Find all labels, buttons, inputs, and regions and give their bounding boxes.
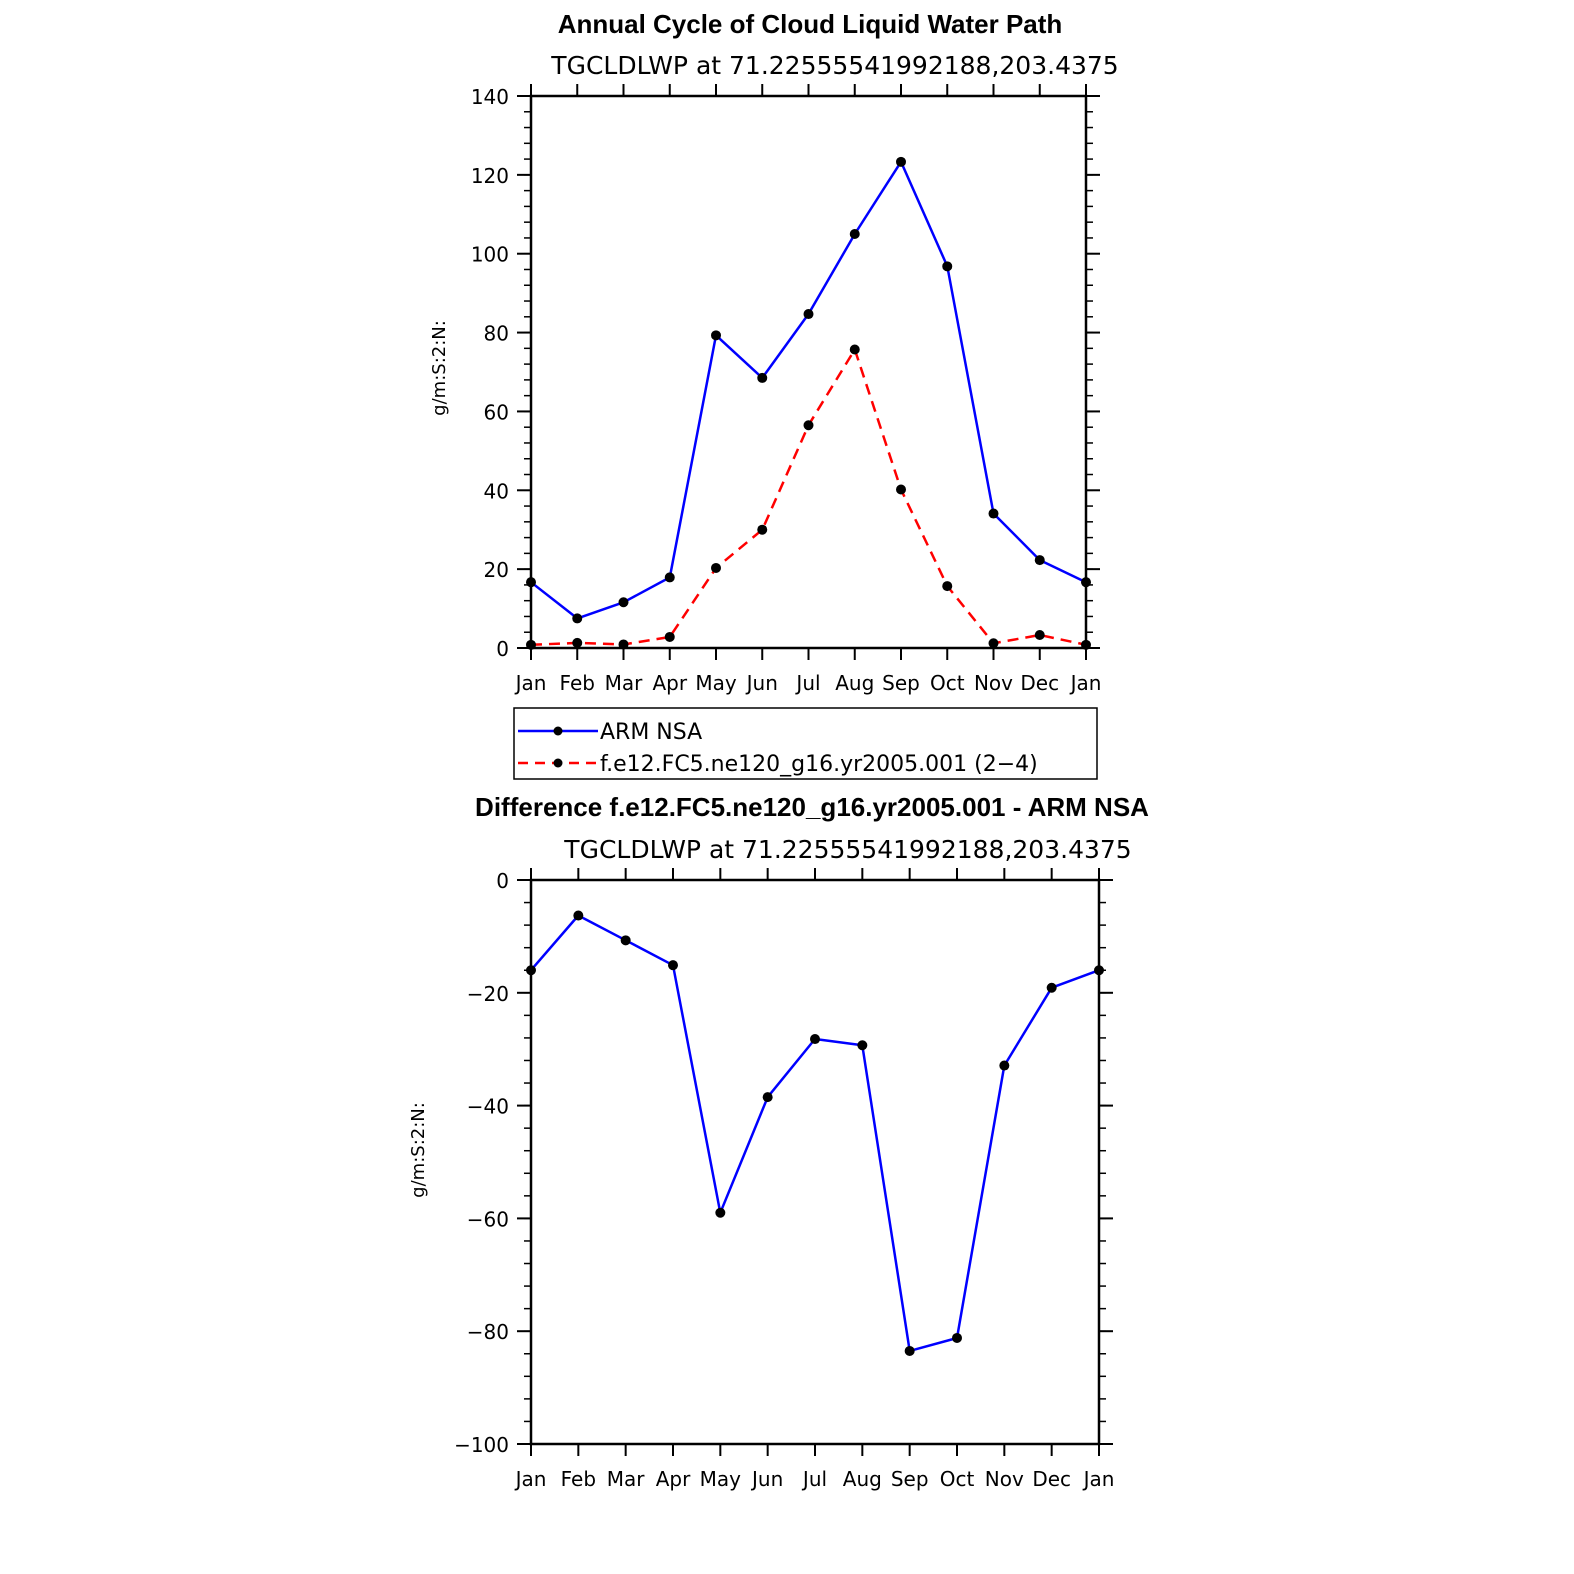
data-point bbox=[942, 261, 952, 271]
data-point bbox=[665, 572, 675, 582]
data-point bbox=[757, 373, 767, 383]
y-axis-label: g/m:S:2:N: bbox=[408, 1102, 429, 1198]
plot-frame bbox=[471, 84, 1102, 695]
x-tick-label: Jun bbox=[746, 671, 778, 695]
x-tick-label: Nov bbox=[973, 671, 1014, 695]
y-tick-label: 60 bbox=[483, 400, 509, 425]
data-point bbox=[619, 597, 629, 607]
data-point bbox=[810, 1034, 820, 1044]
data-point bbox=[989, 509, 999, 519]
legend-label-model: f.e12.FC5.ne120_g16.yr2005.001 (2−4) bbox=[600, 752, 1038, 777]
y-tick-label: 80 bbox=[483, 321, 509, 346]
y-tick-label: 20 bbox=[483, 558, 509, 583]
data-point bbox=[942, 581, 952, 591]
y-tick-label: 40 bbox=[483, 479, 509, 504]
data-point bbox=[526, 965, 536, 975]
data-point bbox=[668, 960, 678, 970]
x-tick-label: Jan bbox=[1083, 1467, 1115, 1491]
x-tick-label: Jan bbox=[515, 671, 547, 695]
data-point bbox=[572, 613, 582, 623]
data-point bbox=[715, 1208, 725, 1218]
data-point bbox=[989, 638, 999, 648]
data-point bbox=[857, 1040, 867, 1050]
legend-marker-model bbox=[554, 759, 563, 768]
legend-marker-arm-nsa bbox=[554, 727, 563, 736]
plot-border bbox=[531, 96, 1086, 648]
x-tick-label: Nov bbox=[984, 1467, 1024, 1491]
x-tick-label: Dec bbox=[1020, 671, 1060, 695]
x-tick-label: Jul bbox=[802, 1467, 828, 1491]
plot-border bbox=[531, 880, 1099, 1444]
y-tick-label: −40 bbox=[466, 1094, 509, 1119]
x-tick-label: Apr bbox=[652, 671, 688, 695]
data-point bbox=[999, 1061, 1009, 1071]
difference-panel bbox=[408, 792, 1149, 1491]
plot-frame bbox=[454, 868, 1114, 1491]
x-tick-label: Aug bbox=[835, 671, 875, 695]
x-tick-label: May bbox=[695, 671, 737, 695]
x-tick-label: Jul bbox=[796, 671, 821, 695]
x-tick-label: Mar bbox=[606, 1467, 645, 1491]
data-point bbox=[757, 525, 767, 535]
x-tick-label: Mar bbox=[604, 671, 643, 695]
series-group bbox=[526, 911, 1104, 1356]
x-tick-label: Oct bbox=[939, 1467, 975, 1491]
data-point bbox=[850, 345, 860, 355]
x-tick-label: Dec bbox=[1032, 1467, 1072, 1491]
x-tick-label: Jun bbox=[752, 1467, 784, 1491]
x-tick-label: Sep bbox=[890, 1467, 929, 1491]
series-line-0 bbox=[531, 916, 1099, 1351]
y-tick-label: 0 bbox=[496, 637, 509, 661]
data-point bbox=[804, 309, 814, 319]
legend-label-arm-nsa: ARM NSA bbox=[600, 720, 703, 745]
x-tick-label: Jan bbox=[515, 1467, 547, 1491]
x-tick-label: May bbox=[699, 1467, 742, 1491]
y-axis-label: g/m:S:2:N: bbox=[429, 320, 450, 416]
data-point bbox=[804, 420, 814, 430]
data-point bbox=[526, 640, 536, 650]
legend bbox=[514, 708, 1097, 779]
data-point bbox=[1081, 577, 1091, 587]
annual-cycle-panel bbox=[429, 9, 1119, 779]
x-tick-label: Feb bbox=[559, 671, 595, 695]
chart-subtitle: TGCLDLWP at 71.22555541992188,203.4375 bbox=[551, 51, 1119, 80]
y-tick-label: 140 bbox=[470, 85, 509, 109]
data-point bbox=[665, 632, 675, 642]
data-point bbox=[573, 911, 583, 921]
y-tick-label: 0 bbox=[496, 869, 509, 893]
data-point bbox=[1094, 965, 1104, 975]
series-line-0 bbox=[531, 162, 1086, 619]
data-point bbox=[905, 1346, 915, 1356]
data-point bbox=[711, 330, 721, 340]
data-point bbox=[763, 1092, 773, 1102]
series-group bbox=[526, 157, 1091, 650]
chart-subtitle: TGCLDLWP at 71.22555541992188,203.4375 bbox=[564, 835, 1132, 864]
chart-title: Difference f.e12.FC5.ne120_g16.yr2005.001 - ARM NSA bbox=[475, 792, 1149, 822]
data-point bbox=[952, 1333, 962, 1343]
data-point bbox=[1035, 630, 1045, 640]
x-tick-label: Sep bbox=[882, 671, 920, 695]
data-point bbox=[1035, 555, 1045, 565]
data-point bbox=[1081, 640, 1091, 650]
x-tick-label: Feb bbox=[560, 1467, 597, 1491]
data-point bbox=[621, 935, 631, 945]
x-tick-label: Oct bbox=[929, 671, 965, 695]
data-point bbox=[896, 484, 906, 494]
data-point bbox=[526, 577, 536, 587]
data-point bbox=[850, 229, 860, 239]
data-point bbox=[711, 563, 721, 573]
x-tick-label: Aug bbox=[842, 1467, 882, 1491]
data-point bbox=[1047, 983, 1057, 993]
x-tick-label: Apr bbox=[655, 1467, 691, 1491]
series-line-1 bbox=[531, 350, 1086, 645]
x-tick-label: Jan bbox=[1070, 671, 1102, 695]
data-point bbox=[619, 639, 629, 649]
y-tick-label: −100 bbox=[454, 1433, 509, 1457]
data-point bbox=[896, 157, 906, 167]
y-tick-label: −20 bbox=[466, 981, 509, 1006]
chart-title: Annual Cycle of Cloud Liquid Water Path bbox=[557, 9, 1063, 39]
y-tick-label: 100 bbox=[470, 242, 509, 267]
y-tick-label: −60 bbox=[466, 1207, 509, 1232]
data-point bbox=[572, 638, 582, 648]
y-tick-label: −80 bbox=[466, 1320, 509, 1345]
y-tick-label: 120 bbox=[470, 163, 509, 188]
